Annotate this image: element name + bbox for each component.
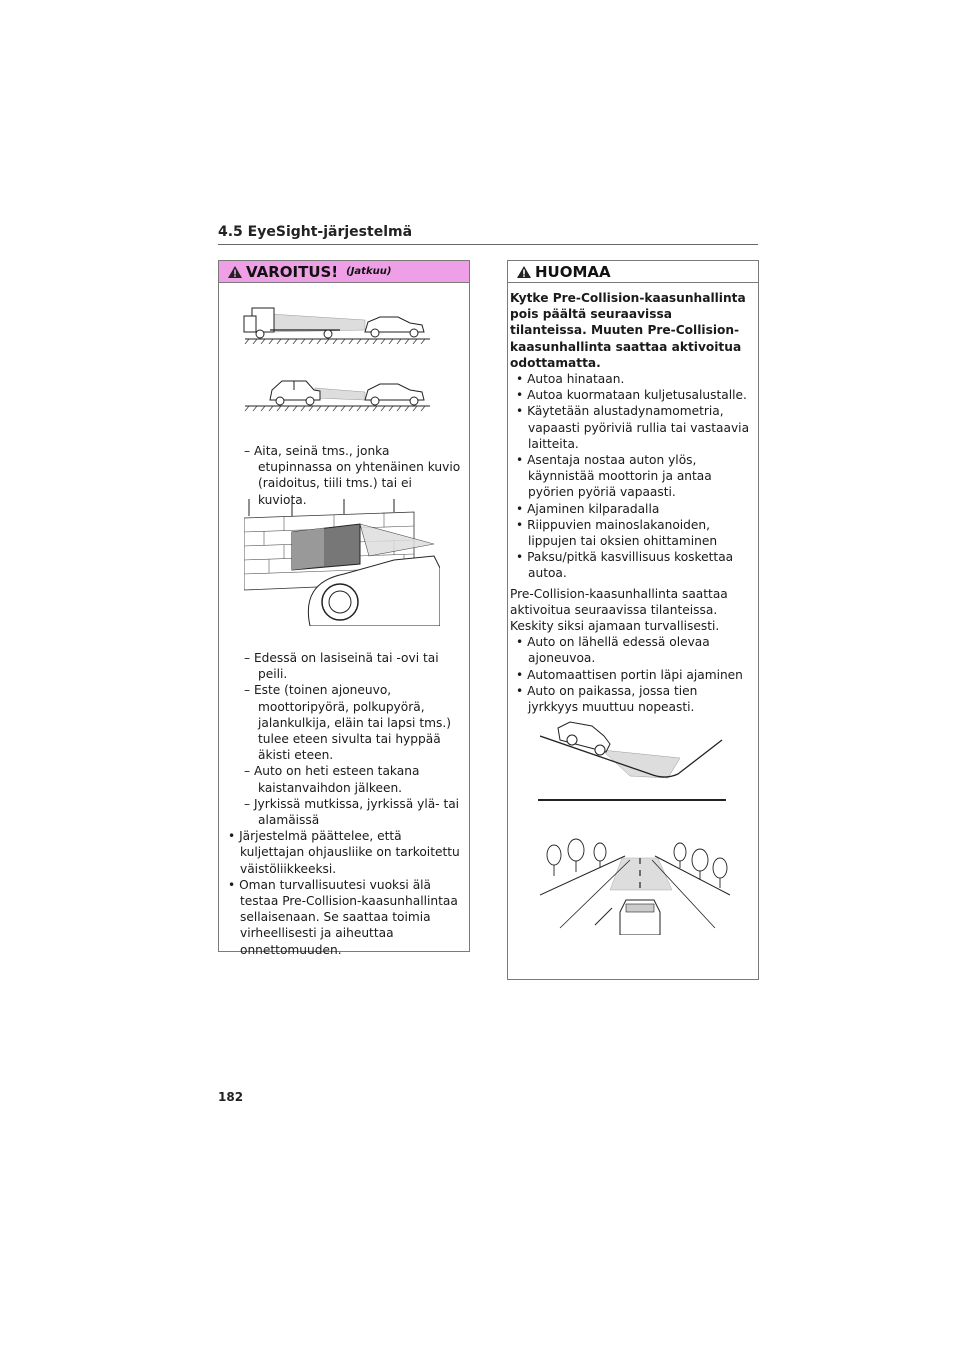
- slope-car-illustration: [540, 718, 730, 780]
- list-item: • Auto on paikassa, jossa tien jyrkkyys muuttuu nopeasti.: [516, 683, 698, 715]
- list-item: • Auto on lähellä edessä olevaa ajoneuvoa.: [516, 635, 710, 666]
- warning-text-b: [228, 650, 464, 958]
- list-item: • Järjestelmä päättelee, että kuljettajan ohjausliike on tarkoitettu väistöliikkeeksi.: [228, 829, 460, 876]
- brick-wall-illustration: [244, 498, 440, 626]
- list-item: • Ajaminen kilparadalla: [516, 501, 660, 516]
- list-item: • Asentaja nostaa auton ylös, käynnistää moottorin ja antaa pyörien pyöriä vapaasti.: [516, 453, 712, 500]
- notice-intro-2: Pre-Collision-kaasunhallinta saattaa aktivoitua seuraavissa tilanteissa. Keskity siksi ajamaan turvallisesti.: [510, 586, 728, 634]
- list-item: • Automaattisen portin läpi ajaminen: [516, 667, 743, 682]
- warning-subtitle: (Jatkuu): [346, 266, 392, 277]
- list-item: • Riippuvien mainoslakanoiden, lippujen tai oksien ohittaminen: [516, 517, 718, 549]
- notice-title: HUOMAA: [535, 262, 611, 281]
- list-item: • Autoa hinataan.: [516, 372, 625, 387]
- warning-header: [219, 261, 469, 283]
- notice-header: [508, 261, 758, 283]
- two-cars-illustration: [240, 372, 435, 412]
- warning-triangle-icon: [516, 265, 532, 279]
- list-item: – Este (toinen ajoneuvo, moottoripyörä, polkupyörä, jalankulkija, eläin tai lapsi tms.) tulee eteen sivulta tai hyppää äkisti eteen.: [244, 683, 451, 763]
- illustration-divider: [538, 799, 726, 801]
- list-item: – Jyrkissä mutkissa, jyrkissä ylä- tai alamäissä: [244, 796, 460, 828]
- warning-triangle-icon: [227, 265, 243, 279]
- list-item: – Auto on heti esteen takana kaistanvaihdon jälkeen.: [244, 764, 420, 795]
- list-item: • Paksu/pitkä kasvillisuus koskettaa autoa.: [516, 550, 734, 581]
- list-item: • Käytetään alustadynamometria, vapaasti pyöriviä rullia tai vastaavia laitteita.: [516, 404, 750, 451]
- page-number: 182: [218, 1090, 244, 1104]
- list-item: – Aita, seinä tms., jonka etupinnassa on yhtenäinen kuvio (raidoitus, tiili tms.) tai ei kuviota.: [244, 444, 461, 507]
- warning-title: VAROITUS!: [246, 262, 339, 281]
- notice-intro-1: Kytke Pre-Collision-kaasunhallinta pois päältä seuraavissa tilanteissa. Muuten Pre-Collision-kaasunhallinta saattaa aktivoitua odottamatta.: [510, 291, 746, 370]
- list-item: – Edessä on lasiseinä tai -ovi tai peili.: [244, 651, 439, 682]
- list-item: • Autoa kuormataan kuljetusalustalle.: [516, 388, 747, 403]
- list-item: • Oman turvallisuutesi vuoksi älä testaa Pre-Collision-kaasunhallintaa sellaisenaan. Se saattaa toimia virheellisesti ja aiheuttaa onnettomuuden.: [228, 877, 458, 957]
- section-rule: [218, 244, 758, 245]
- towing-truck-illustration: [240, 300, 435, 345]
- notice-text: [510, 290, 750, 715]
- road-trees-illustration: [540, 830, 730, 935]
- section-title: 4.5 EyeSight-järjestelmä: [218, 224, 413, 240]
